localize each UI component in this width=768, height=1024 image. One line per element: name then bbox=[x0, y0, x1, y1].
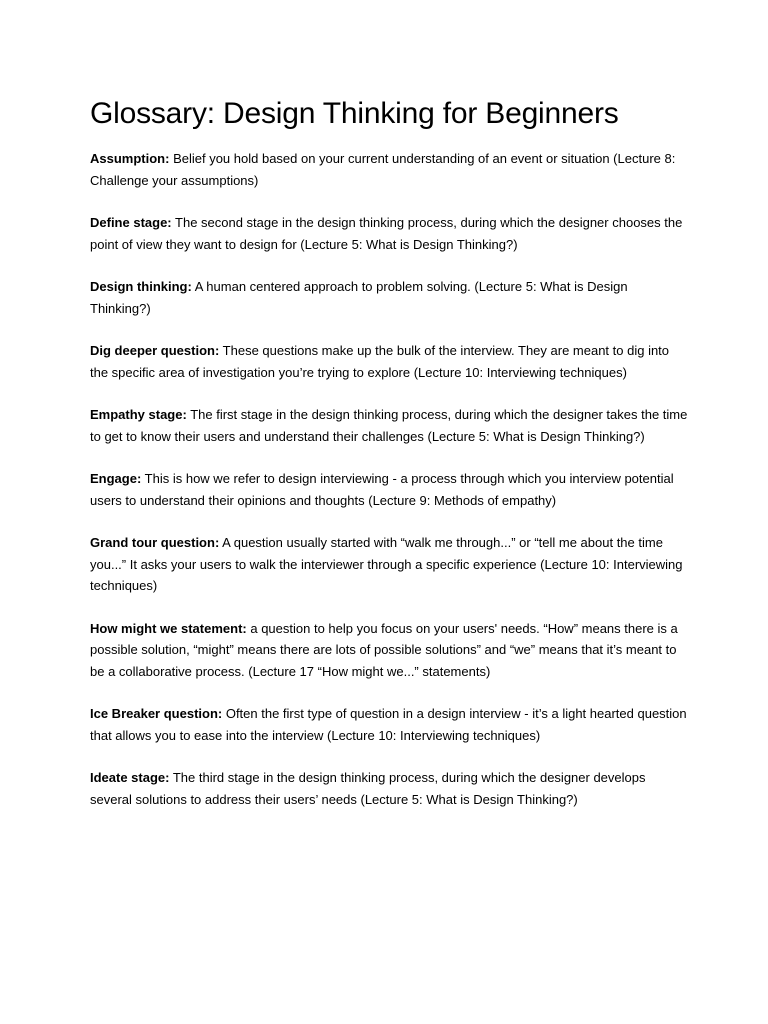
glossary-term: How might we statement: bbox=[90, 620, 247, 636]
glossary-entry bbox=[90, 276, 690, 319]
glossary-definition: The third stage in the design thinking process, during which the designer develops several solutions to address their users’ needs (Lecture 5: What is Design Thinking?) bbox=[90, 770, 646, 807]
document-page bbox=[90, 94, 690, 831]
glossary-term: Ideate stage: bbox=[90, 770, 170, 785]
glossary-definition: A human centered approach to problem solving. (Lecture 5: What is Design Thinking?) bbox=[90, 279, 628, 316]
glossary-entry bbox=[90, 767, 690, 810]
glossary-definition: This is how we refer to design interviewing - a process through which you interview potential users to understand their opinions and thoughts (Lecture 9: Methods of empathy) bbox=[90, 471, 674, 508]
glossary-entry bbox=[90, 618, 690, 683]
glossary-definition: The second stage in the design thinking process, during which the designer chooses the point of view they want to design for (Lecture 5: What is Design Thinking?) bbox=[90, 215, 683, 252]
glossary-entry bbox=[90, 340, 690, 383]
glossary-entry bbox=[90, 703, 690, 746]
glossary-term: Assumption: bbox=[90, 151, 170, 166]
glossary-definition: a question to help you focus on your users' needs. “How” means there is a possible solution, “might” means there are lots of possible solutions” and “we” means that it’s meant to be a collaborative process. (Lecture 17 “How might we...” statements) bbox=[90, 620, 678, 679]
glossary-definition: A question usually started with “walk me through...” or “tell me about the time you...” It asks your users to walk the interviewer through a specific experience (Lecture 10: Interviewing techniques) bbox=[90, 535, 683, 593]
glossary-definition: Often the first type of question in a design interview - it’s a light hearted question that allows you to ease into the interview (Lecture 10: Interviewing techniques) bbox=[90, 706, 687, 743]
glossary-term: Grand tour question: bbox=[90, 535, 220, 550]
glossary-definition: The first stage in the design thinking process, during which the designer takes the time to get to know their users and understand their challenges (Lecture 5: What is Design Thinking?) bbox=[90, 407, 688, 444]
glossary-definition: These questions make up the bulk of the interview. They are meant to dig into the specific area of investigation you’re trying to explore (Lecture 10: Interviewing techniques) bbox=[90, 343, 670, 380]
glossary-definition: Belief you hold based on your current understanding of an event or situation (Lecture 8: Challenge your assumptions) bbox=[90, 151, 676, 188]
glossary-term: Ice Breaker question: bbox=[90, 706, 223, 721]
glossary-term: Engage: bbox=[90, 471, 142, 486]
document-title: Glossary: Design Thinking for Beginners bbox=[90, 97, 619, 130]
glossary-term: Design thinking: bbox=[90, 279, 192, 294]
glossary-entry bbox=[90, 212, 690, 255]
glossary-entry bbox=[90, 468, 690, 511]
glossary-entry bbox=[90, 532, 690, 597]
glossary-term: Empathy stage: bbox=[90, 407, 187, 422]
glossary-term: Define stage: bbox=[90, 215, 172, 230]
glossary-term: Dig deeper question: bbox=[90, 343, 220, 358]
glossary-entry bbox=[90, 148, 690, 191]
glossary-entry bbox=[90, 404, 690, 447]
